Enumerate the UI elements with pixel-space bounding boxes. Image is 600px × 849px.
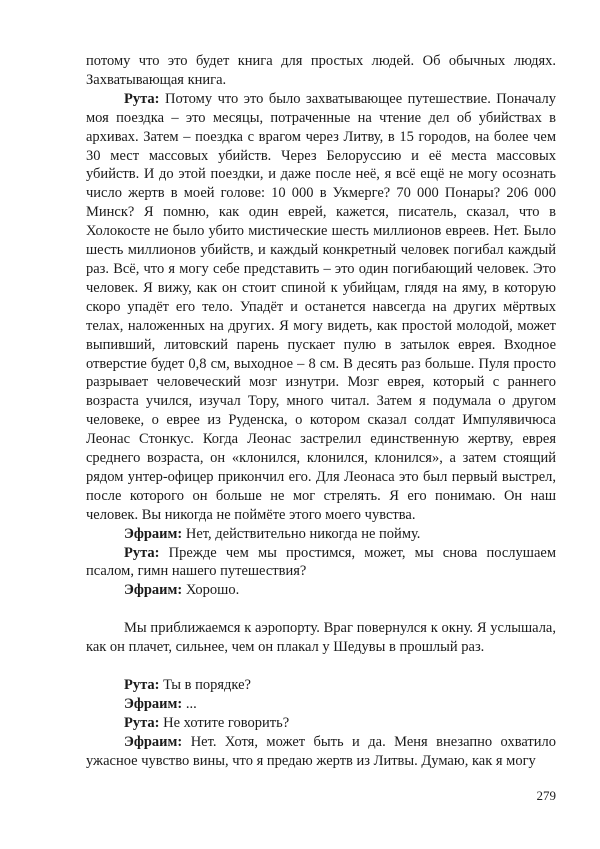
speaker-name: Эфраим: [124, 582, 183, 599]
paragraph [86, 695, 556, 714]
paragraph [86, 52, 556, 90]
paragraph-text: Не хотите говорить? [159, 714, 290, 731]
speaker-name: Эфраим: [124, 525, 183, 542]
document-body [86, 52, 556, 771]
paragraph-text: Нет. Хотя, может быть и да. Меня внезапно охватило ужасное чувство вины, что я предаю жертв из Литвы. Думаю, как я могу [86, 733, 556, 769]
paragraph [86, 544, 556, 582]
paragraph-gap [86, 600, 556, 619]
paragraph-text: ... [182, 696, 197, 712]
speaker-name: Рута: [124, 90, 160, 107]
paragraph-text: Хорошо. [182, 582, 240, 599]
paragraph [86, 581, 556, 600]
paragraph [86, 733, 556, 771]
paragraph-text: Ты в порядке? [159, 677, 251, 694]
paragraph-gap [86, 657, 556, 676]
paragraph [86, 90, 556, 525]
speaker-name: Рута: [124, 544, 160, 561]
speaker-name: Рута: [124, 714, 160, 731]
paragraph [86, 676, 556, 695]
paragraph-text: Нет, действительно никогда не пойму. [182, 525, 421, 542]
paragraph [86, 619, 556, 657]
speaker-name: Эфраим: [124, 696, 183, 712]
page-number: 279 [536, 788, 556, 803]
speaker-name: Эфраим: [124, 733, 183, 750]
paragraph [86, 525, 556, 544]
speaker-name: Рута: [124, 677, 160, 694]
paragraph-text: Мы приближаемся к аэропорту. Враг повернулся к окну. Я услышала, как он плачет, сильнее, чем он плакал у Шедувы в прошлый раз. [86, 620, 556, 656]
paragraph-text: Прежде чем мы простимся, может, мы снова послушаем псалом, гимн нашего путешествия? [86, 544, 556, 580]
paragraph-text: Потому что это было захватывающее путешествие. Поначалу моя поездка – это месяцы, потраченные на чтение дел об убийствах в архивах. Затем – поездка с врагом через Литву, в 15 городов, на более чем 30 мест массовых убийств. Через Белоруссию и её места массовых убийств. И до этой поездки, и даже после неё, я всё ещё не могу осознать число жертв в моей голове: 10 000 в Укмерге? 70 000 Понары? 206 000 Минск? Я помню, как один еврей, кажется, писатель, сказал, что в Холокосте не было убито мистические шесть миллионов евреев. Нет. Было шесть миллионов убийств, и каждый конкретный человек погибал каждый раз. Всё, что я могу себе представить – это один погибающий человек. Это человек. Я вижу, как он стоит спиной к убийцам, глядя на яму, в которую скоро упадёт его тело. Упадёт и останется навсегда на других мёртвых телах, наложенных на других. Я могу видеть, как простой молодой, может выпивший, литовский парень пускает пулю в затылок еврея. Входное отверстие будет 0,8 см, выходное – 8 см. В десять раз больше. Пуля просто разрывает человеческий мозг изнутри. Мозг еврея, который с раннего возраста учился, изучал Тору, много читал. Затем я подумала о другом человеке, о еврее из Руденска, о котором сказал солдат Импулявичюса Леонас Стонкус. Когда Леонас застрелил единственную жертву, еврея среднего возраста, он «клонился, клонился, клонился», а затем стоящий рядом унтер-офицер прикончил его. Для Леонаса это был первый выстрел, после которого он больше не мог стрелять. Я его понимаю. Он наш человек. Вы никогда не поймёте этого моего чувства. [86, 90, 556, 523]
paragraph-text: потому что это будет книга для простых людей. Об обычных людях. Захватывающая книга. [86, 53, 556, 88]
paragraph [86, 714, 556, 733]
